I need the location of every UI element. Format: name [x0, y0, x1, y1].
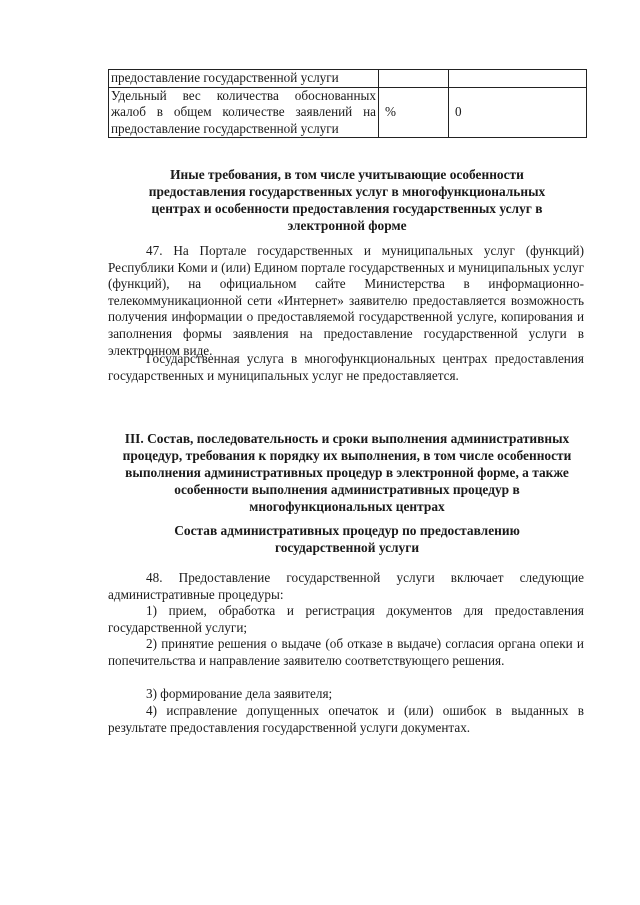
- table-row: [109, 87, 587, 138]
- indicator-name: предоставление государственной услуги: [109, 70, 379, 88]
- indicator-value: 0: [449, 87, 587, 138]
- paragraph-47: 47. На Портале государственных и муниципальных услуг (функций) Республики Коми и (или) Едином портале государственных и муниципальных услуг (функций), на официальном сайте Министерства в информационно-телекоммуникационной сети «Интернет» заявителю предоставляется возможность получения информации о предоставляемой государственной услуге, копирования и заполнения формы заявления на предоставление государственной услуги в электронном виде.: [108, 243, 584, 358]
- indicators-table: [108, 69, 587, 138]
- list-item: 2) принятие решения о выдаче (об отказе в выдаче) согласия органа опеки и попечительства и направление заявителю соответствующего решения.: [108, 636, 584, 668]
- paragraph-48: 48. Предоставление государственной услуги включает следующие административные процедуры:: [108, 570, 584, 602]
- section-heading-iii: III. Состав, последовательность и сроки выполнения административных процедур, требования к порядку их выполнения, в том числе особенности выполнения административных процедур в электронной форме, а также особенности выполнения административных процедур в многофункциональных центрах: [122, 431, 572, 514]
- table-row: [109, 70, 587, 88]
- section-heading-other-requirements: Иные требования, в том числе учитывающие особенности предоставления государственных услуг в многофункциональных центрах и особенности предоставления государственных услуг в электронной форме: [148, 167, 546, 233]
- list-item: 3) формирование дела заявителя;: [146, 686, 333, 701]
- list-item: 4) исправление допущенных опечаток и (или) ошибок в выданных в результате предоставления государственной услуги документах.: [108, 703, 584, 735]
- list-item: 1) прием, обработка и регистрация документов для предоставления государственной услуги;: [108, 603, 584, 635]
- indicator-unit: [379, 70, 449, 88]
- indicator-name: Удельный вес количества обоснованных жалоб в общем количестве заявлений на предоставление государственной услуги: [109, 87, 379, 138]
- indicator-unit: %: [379, 87, 449, 138]
- paragraph-47-mfc: Государственная услуга в многофункциональных центрах предоставления государственных и муниципальных услуг не предоставляется.: [108, 351, 584, 383]
- indicator-value: [449, 70, 587, 88]
- section-heading-composition: Состав административных процедур по предоставлению государственной услуги: [174, 523, 520, 555]
